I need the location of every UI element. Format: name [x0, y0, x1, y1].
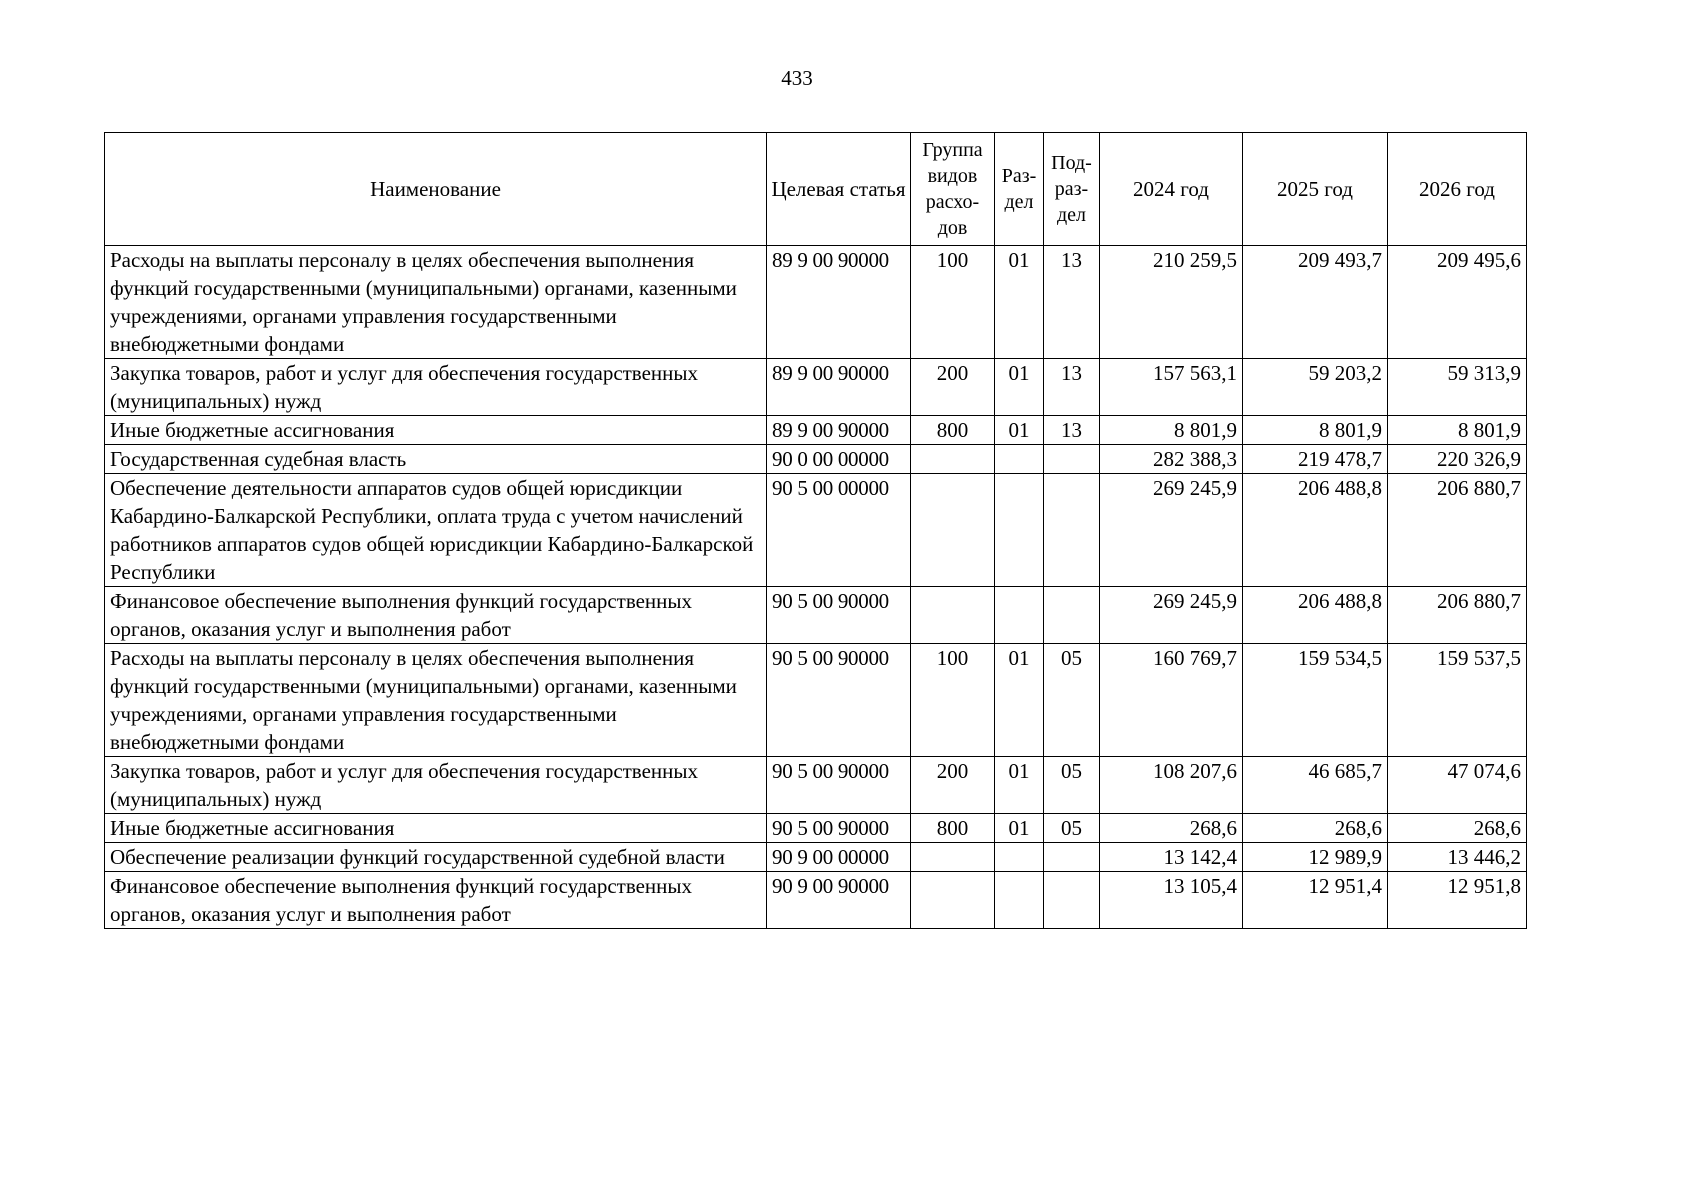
cell-year-2025: 268,6 [1243, 814, 1388, 843]
cell-year-2024: 269 245,9 [1100, 474, 1243, 587]
cell-year-2026: 8 801,9 [1388, 416, 1527, 445]
cell-name: Закупка товаров, работ и услуг для обеспечения государственных (муниципальных) нужд [105, 359, 767, 416]
header-expense-group: Группа видов расхо-дов [911, 133, 995, 246]
cell-expense-group [911, 474, 995, 587]
cell-expense-group: 800 [911, 416, 995, 445]
table-row [105, 416, 1527, 445]
header-year-2025: 2025 год [1243, 133, 1388, 246]
cell-subsection: 13 [1044, 359, 1100, 416]
cell-section: 01 [995, 416, 1044, 445]
cell-year-2025: 12 989,9 [1243, 843, 1388, 872]
cell-year-2025: 46 685,7 [1243, 757, 1388, 814]
header-target-article: Целевая статья [767, 133, 911, 246]
cell-section: 01 [995, 359, 1044, 416]
cell-year-2025: 206 488,8 [1243, 587, 1388, 644]
cell-year-2024: 13 105,4 [1100, 872, 1243, 929]
cell-year-2026: 206 880,7 [1388, 587, 1527, 644]
cell-year-2026: 13 446,2 [1388, 843, 1527, 872]
cell-name: Обеспечение реализации функций государственной судебной власти [105, 843, 767, 872]
cell-expense-group: 800 [911, 814, 995, 843]
cell-year-2024: 160 769,7 [1100, 644, 1243, 757]
cell-year-2025: 209 493,7 [1243, 246, 1388, 359]
table-header [105, 133, 1527, 246]
cell-subsection: 13 [1044, 416, 1100, 445]
table-row [105, 644, 1527, 757]
cell-target-article: 90 0 00 00000 [767, 445, 911, 474]
table-row [105, 757, 1527, 814]
cell-name: Иные бюджетные ассигнования [105, 814, 767, 843]
cell-year-2024: 8 801,9 [1100, 416, 1243, 445]
cell-year-2026: 268,6 [1388, 814, 1527, 843]
header-section: Раз-дел [995, 133, 1044, 246]
header-year-2024: 2024 год [1100, 133, 1243, 246]
table-row [105, 843, 1527, 872]
cell-target-article: 90 5 00 90000 [767, 757, 911, 814]
cell-year-2025: 59 203,2 [1243, 359, 1388, 416]
cell-year-2025: 12 951,4 [1243, 872, 1388, 929]
cell-subsection [1044, 474, 1100, 587]
cell-year-2024: 108 207,6 [1100, 757, 1243, 814]
cell-section [995, 474, 1044, 587]
table-row [105, 246, 1527, 359]
table-row [105, 814, 1527, 843]
cell-target-article: 90 9 00 90000 [767, 872, 911, 929]
cell-name: Иные бюджетные ассигнования [105, 416, 767, 445]
cell-target-article: 90 5 00 90000 [767, 814, 911, 843]
cell-subsection [1044, 445, 1100, 474]
cell-subsection: 05 [1044, 644, 1100, 757]
cell-expense-group: 100 [911, 246, 995, 359]
header-subsection: Под-раз-дел [1044, 133, 1100, 246]
cell-section [995, 872, 1044, 929]
cell-name: Расходы на выплаты персоналу в целях обеспечения выполнения функций государственными (муниципальными) органами, казенными учреждениями, органами управления государственными внебюджетными фондами [105, 246, 767, 359]
cell-section [995, 445, 1044, 474]
cell-name: Расходы на выплаты персоналу в целях обеспечения выполнения функций государственными (муниципальными) органами, казенными учреждениями, органами управления государственными внебюджетными фондами [105, 644, 767, 757]
cell-year-2026: 209 495,6 [1388, 246, 1527, 359]
cell-subsection [1044, 872, 1100, 929]
cell-expense-group [911, 445, 995, 474]
cell-subsection [1044, 843, 1100, 872]
cell-year-2025: 219 478,7 [1243, 445, 1388, 474]
cell-target-article: 90 5 00 90000 [767, 644, 911, 757]
header-year-2026: 2026 год [1388, 133, 1527, 246]
cell-expense-group: 200 [911, 757, 995, 814]
cell-target-article: 89 9 00 90000 [767, 416, 911, 445]
cell-year-2025: 206 488,8 [1243, 474, 1388, 587]
cell-expense-group: 200 [911, 359, 995, 416]
cell-section [995, 587, 1044, 644]
budget-table [104, 132, 1527, 929]
cell-year-2024: 210 259,5 [1100, 246, 1243, 359]
cell-section: 01 [995, 814, 1044, 843]
cell-year-2025: 8 801,9 [1243, 416, 1388, 445]
cell-expense-group [911, 587, 995, 644]
header-row [105, 133, 1527, 246]
cell-year-2026: 206 880,7 [1388, 474, 1527, 587]
cell-name: Финансовое обеспечение выполнения функций государственных органов, оказания услуг и выполнения работ [105, 872, 767, 929]
cell-year-2026: 59 313,9 [1388, 359, 1527, 416]
cell-name: Обеспечение деятельности аппаратов судов общей юрисдикции Кабардино-Балкарской Республики, оплата труда с учетом начислений работников аппаратов судов общей юрисдикции Кабардино-Балкарской Республики [105, 474, 767, 587]
cell-year-2026: 47 074,6 [1388, 757, 1527, 814]
cell-subsection: 13 [1044, 246, 1100, 359]
table-row [105, 474, 1527, 587]
table-row [105, 872, 1527, 929]
cell-year-2026: 220 326,9 [1388, 445, 1527, 474]
cell-year-2024: 13 142,4 [1100, 843, 1243, 872]
cell-year-2024: 268,6 [1100, 814, 1243, 843]
cell-subsection: 05 [1044, 757, 1100, 814]
page-number: 433 [781, 66, 813, 90]
cell-year-2025: 159 534,5 [1243, 644, 1388, 757]
table-body [105, 246, 1527, 929]
cell-section: 01 [995, 757, 1044, 814]
cell-expense-group [911, 843, 995, 872]
cell-expense-group [911, 872, 995, 929]
header-name: Наименование [105, 133, 767, 246]
cell-subsection: 05 [1044, 814, 1100, 843]
cell-section: 01 [995, 644, 1044, 757]
cell-name: Государственная судебная власть [105, 445, 767, 474]
cell-expense-group: 100 [911, 644, 995, 757]
cell-target-article: 89 9 00 90000 [767, 359, 911, 416]
table-row [105, 587, 1527, 644]
cell-target-article: 90 5 00 90000 [767, 587, 911, 644]
cell-year-2024: 157 563,1 [1100, 359, 1243, 416]
cell-target-article: 90 5 00 00000 [767, 474, 911, 587]
table-row [105, 445, 1527, 474]
cell-section: 01 [995, 246, 1044, 359]
cell-year-2024: 269 245,9 [1100, 587, 1243, 644]
cell-target-article: 90 9 00 00000 [767, 843, 911, 872]
cell-year-2026: 159 537,5 [1388, 644, 1527, 757]
cell-subsection [1044, 587, 1100, 644]
cell-section [995, 843, 1044, 872]
cell-name: Финансовое обеспечение выполнения функций государственных органов, оказания услуг и выполнения работ [105, 587, 767, 644]
cell-name: Закупка товаров, работ и услуг для обеспечения государственных (муниципальных) нужд [105, 757, 767, 814]
cell-target-article: 89 9 00 90000 [767, 246, 911, 359]
cell-year-2026: 12 951,8 [1388, 872, 1527, 929]
table-row [105, 359, 1527, 416]
cell-year-2024: 282 388,3 [1100, 445, 1243, 474]
